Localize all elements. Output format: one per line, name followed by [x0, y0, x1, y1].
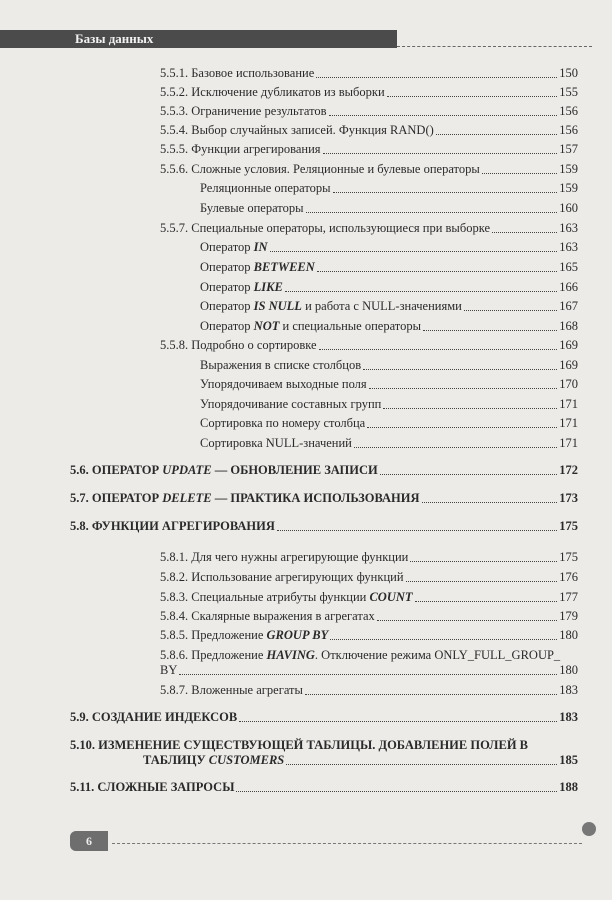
- toc-entry-page: 171: [559, 397, 578, 411]
- toc-entry-page: 166: [559, 280, 578, 294]
- dot-leader: [317, 271, 557, 272]
- toc-entry-page: 183: [559, 710, 578, 724]
- entry-text-segment: . Отключение режима ONLY_FULL_GROUP_: [314, 648, 561, 662]
- dot-leader: [377, 620, 557, 621]
- toc-entry-title: [200, 319, 421, 334]
- entry-text-segment: 5.5.8. Подробно о сортировке: [160, 338, 317, 352]
- toc-entry[interactable]: [160, 590, 578, 605]
- entry-text-segment: BETWEEN: [253, 260, 315, 274]
- toc-entry-page: 188: [559, 780, 578, 794]
- toc-entry-page: 179: [559, 609, 578, 623]
- entry-text-segment: Упорядочивание составных групп: [200, 397, 382, 411]
- toc-entry-page: 159: [559, 181, 578, 195]
- entry-text-segment: Оператор: [200, 319, 254, 333]
- entry-text-segment: 5.5.3. Ограничение результатов: [160, 104, 327, 118]
- dot-leader: [333, 192, 558, 193]
- entry-text-segment: Оператор: [200, 299, 254, 313]
- toc-entry[interactable]: [200, 358, 578, 373]
- entry-text-segment: 5.5.1. Базовое использование: [160, 66, 315, 80]
- entry-text-segment: 5.5.4. Выбор случайных записей. Функция RAND(): [160, 123, 434, 137]
- toc-entry-title: [200, 201, 304, 216]
- toc-entry-page: 156: [559, 104, 578, 118]
- toc-entry-title: [200, 260, 315, 275]
- header-dashed-rule: [397, 46, 592, 47]
- entry-text-segment: 5.8.7. Вложенные агрегаты: [160, 683, 303, 697]
- toc-entry-page: 167: [559, 299, 578, 313]
- toc-entry-page: 156: [559, 123, 578, 137]
- toc-entry[interactable]: [160, 66, 578, 81]
- toc-entry[interactable]: [70, 463, 578, 478]
- dot-leader: [323, 153, 558, 154]
- toc-entry[interactable]: [200, 319, 578, 334]
- toc-entry[interactable]: [200, 299, 578, 314]
- toc-entry-page: 163: [559, 221, 578, 235]
- toc-entry-title: [160, 85, 385, 100]
- dot-leader: [316, 77, 557, 78]
- entry-text-segment: и специальные операторы: [279, 319, 421, 333]
- entry-text-segment: — ОБНОВЛЕНИЕ ЗАПИСИ: [211, 463, 378, 477]
- dot-leader: [330, 639, 557, 640]
- entry-text-segment: Оператор: [200, 240, 254, 254]
- toc-entry-title: [160, 123, 434, 138]
- dot-leader: [492, 232, 557, 233]
- entry-text-segment: и работа с NULL-значениями: [301, 299, 462, 313]
- dot-leader: [423, 330, 557, 331]
- entry-text-segment: LIKE: [253, 280, 283, 294]
- toc-entry-title: [160, 550, 408, 565]
- toc-entry[interactable]: [160, 683, 578, 698]
- toc-entry-page: 172: [559, 463, 578, 477]
- entry-text-segment: BY: [160, 663, 178, 677]
- entry-text-segment: Оператор: [200, 280, 254, 294]
- toc-entry-page: 183: [559, 683, 578, 697]
- entry-text-segment: ТАБЛИЦУ: [143, 753, 209, 767]
- entry-text-segment: 5.11. СЛОЖНЫЕ ЗАПРОСЫ: [70, 780, 235, 794]
- toc-entry[interactable]: [200, 181, 578, 196]
- entry-text-segment: 5.10. ИЗМЕНЕНИЕ СУЩЕСТВУЮЩЕЙ ТАБЛИЦЫ. ДОБАВЛЕНИЕ ПОЛЕЙ В: [70, 738, 529, 752]
- dot-leader: [236, 791, 557, 792]
- entry-text-segment: Упорядочиваем выходные поля: [200, 377, 367, 391]
- dot-leader: [380, 474, 558, 475]
- entry-text-segment: Булевые операторы: [200, 201, 304, 215]
- dot-leader: [239, 721, 557, 722]
- toc-entry-page: 160: [559, 201, 578, 215]
- entry-text-segment: 5.9. СОЗДАНИЕ ИНДЕКСОВ: [70, 710, 238, 724]
- toc-entry[interactable]: [160, 85, 578, 100]
- toc-entry-title: [200, 358, 361, 373]
- toc-entry-title: [200, 416, 365, 431]
- entry-text-segment: CUSTOMERS: [208, 753, 285, 767]
- toc-entry-page: 157: [559, 142, 578, 156]
- toc-entry-title: [200, 280, 283, 295]
- entry-text-segment: UPDATE: [162, 463, 212, 477]
- entry-text-segment: 5.8.6. Предложение: [160, 648, 267, 662]
- entry-text-segment: Выражения в списке столбцов: [200, 358, 362, 372]
- toc-entry[interactable]: [70, 780, 578, 795]
- entry-text-segment: HAVING: [266, 648, 315, 662]
- toc-entry-title: [160, 628, 328, 643]
- dot-leader: [286, 764, 557, 765]
- dot-leader: [305, 694, 557, 695]
- toc-entry-title: [160, 66, 314, 81]
- toc-entry[interactable]: [160, 663, 578, 678]
- entry-text-segment: 5.5.2. Исключение дубликатов из выборки: [160, 85, 385, 99]
- entry-text-segment: 5.8. ФУНКЦИИ АГРЕГИРОВАНИЯ: [70, 519, 275, 533]
- toc-entry-page: 173: [559, 491, 578, 505]
- toc-entry-title: [160, 221, 490, 236]
- toc-entry[interactable]: [200, 201, 578, 216]
- toc-entry-title: [70, 780, 234, 795]
- toc-entry-title: [70, 519, 275, 534]
- footer-dashed-rule: [112, 843, 582, 844]
- toc-entry-title: [200, 299, 462, 314]
- toc-entry-title: [200, 377, 367, 392]
- toc-entry-title: [143, 753, 284, 768]
- entry-text-segment: 5.7. ОПЕРАТОР: [70, 491, 163, 505]
- toc-entry-title: [200, 436, 352, 451]
- entry-text-segment: IN: [253, 240, 268, 254]
- toc-entry-title: [200, 397, 381, 412]
- dot-leader: [285, 291, 557, 292]
- page-number: 6: [70, 831, 108, 851]
- toc-entry[interactable]: [160, 142, 578, 157]
- toc-entry-page: 169: [559, 338, 578, 352]
- toc-entry[interactable]: [200, 280, 578, 295]
- toc-entry-title: [70, 710, 237, 725]
- toc-entry[interactable]: [160, 104, 578, 119]
- dot-leader: [415, 601, 558, 602]
- toc-entry-page: 180: [559, 663, 578, 677]
- toc-entry-page: 185: [559, 753, 578, 767]
- toc-entry-page: 155: [559, 85, 578, 99]
- toc-entry[interactable]: [70, 519, 578, 534]
- dot-leader: [482, 173, 557, 174]
- toc-entry-page: 168: [559, 319, 578, 333]
- entry-text-segment: 5.5.5. Функции агрегирования: [160, 142, 321, 156]
- toc-entry-title: [160, 663, 177, 678]
- toc-entry-title: [200, 181, 331, 196]
- toc-entry[interactable]: [200, 436, 578, 451]
- running-header-title: Базы данных: [75, 31, 154, 46]
- toc-entry[interactable]: [160, 338, 578, 353]
- dot-leader: [406, 581, 558, 582]
- entry-text-segment: — ПРАКТИКА ИСПОЛЬЗОВАНИЯ: [211, 491, 420, 505]
- toc-entry-first-line: [160, 648, 560, 663]
- entry-text-segment: 5.8.1. Для чего нужны агрегирующие функции: [160, 550, 409, 564]
- running-header: [0, 30, 397, 48]
- toc-entry[interactable]: [160, 628, 578, 643]
- dot-leader: [277, 530, 557, 531]
- entry-text-segment: NOT: [253, 319, 280, 333]
- entry-text-segment: Сортировка NULL-значений: [200, 436, 352, 450]
- toc-entry-page: 150: [559, 66, 578, 80]
- toc-entry-page: 176: [559, 570, 578, 584]
- toc-entry-page: 169: [559, 358, 578, 372]
- entry-text-segment: GROUP BY: [266, 628, 329, 642]
- toc-entry[interactable]: [200, 240, 578, 255]
- toc-entry-page: 159: [559, 162, 578, 176]
- dot-leader: [367, 427, 557, 428]
- entry-text-segment: 5.5.6. Сложные условия. Реляционные и булевые операторы: [160, 162, 480, 176]
- dot-leader: [306, 212, 558, 213]
- dot-leader: [383, 408, 557, 409]
- entry-text-segment: IS NULL: [253, 299, 302, 313]
- toc-entry-title: [160, 570, 404, 585]
- entry-text-segment: Реляционные операторы: [200, 181, 331, 195]
- toc-entry-page: 171: [559, 436, 578, 450]
- entry-text-segment: 5.6. ОПЕРАТОР: [70, 463, 163, 477]
- dot-leader: [329, 115, 558, 116]
- toc-entry-title: [70, 491, 420, 506]
- toc-entry[interactable]: [70, 710, 578, 725]
- dot-leader: [387, 96, 558, 97]
- footer-circle-ornament: [582, 822, 596, 836]
- toc-entry-page: 165: [559, 260, 578, 274]
- toc-entry[interactable]: [160, 570, 578, 585]
- toc-entry-title: [160, 590, 413, 605]
- toc-entry[interactable]: [200, 416, 578, 431]
- toc-entry[interactable]: [160, 609, 578, 624]
- toc-entry-page: 177: [559, 590, 578, 604]
- entry-text-segment: Оператор: [200, 260, 254, 274]
- dot-leader: [464, 310, 557, 311]
- dot-leader: [179, 674, 557, 675]
- entry-text-segment: 5.5.7. Специальные операторы, использующиеся при выборке: [160, 221, 491, 235]
- toc-entry-title: [160, 609, 375, 624]
- toc-entry-title: [160, 683, 303, 698]
- toc-entry-page: 180: [559, 628, 578, 642]
- toc-entry-first-line: [70, 738, 528, 753]
- toc-entry[interactable]: [200, 377, 578, 392]
- entry-text-segment: Сортировка по номеру столбца: [200, 416, 366, 430]
- toc-entry[interactable]: [160, 162, 578, 177]
- entry-text-segment: 5.8.3. Специальные атрибуты функции: [160, 590, 370, 604]
- toc-entry-title: [160, 338, 317, 353]
- toc-entry[interactable]: [70, 491, 578, 506]
- toc-entry-page: 170: [559, 377, 578, 391]
- toc-entry[interactable]: [160, 550, 578, 565]
- toc-entry-title: [160, 104, 327, 119]
- dot-leader: [319, 349, 558, 350]
- dot-leader: [410, 561, 557, 562]
- toc-entry-page: 175: [559, 519, 578, 533]
- toc-entry-title: [160, 162, 480, 177]
- toc-entry-page: 175: [559, 550, 578, 564]
- entry-text-segment: 5.8.4. Скалярные выражения в агрегатах: [160, 609, 375, 623]
- toc-entry-title: [200, 240, 268, 255]
- toc-entry-page: 163: [559, 240, 578, 254]
- toc-entry[interactable]: [160, 221, 578, 236]
- toc-entry-page: 171: [559, 416, 578, 430]
- dot-leader: [363, 369, 557, 370]
- dot-leader: [354, 447, 557, 448]
- toc-entry[interactable]: [160, 123, 578, 138]
- entry-text-segment: COUNT: [369, 590, 413, 604]
- dot-leader: [422, 502, 558, 503]
- toc-entry-title: [70, 463, 378, 478]
- toc-entry[interactable]: [200, 397, 578, 412]
- toc-entry-title: [160, 142, 321, 157]
- dot-leader: [436, 134, 557, 135]
- entry-text-segment: 5.8.2. Использование агрегирующих функций: [160, 570, 404, 584]
- dot-leader: [270, 251, 558, 252]
- entry-text-segment: DELETE: [162, 491, 212, 505]
- entry-text-segment: 5.8.5. Предложение: [160, 628, 267, 642]
- dot-leader: [369, 388, 558, 389]
- toc-entry[interactable]: [200, 260, 578, 275]
- toc-entry[interactable]: [143, 753, 578, 768]
